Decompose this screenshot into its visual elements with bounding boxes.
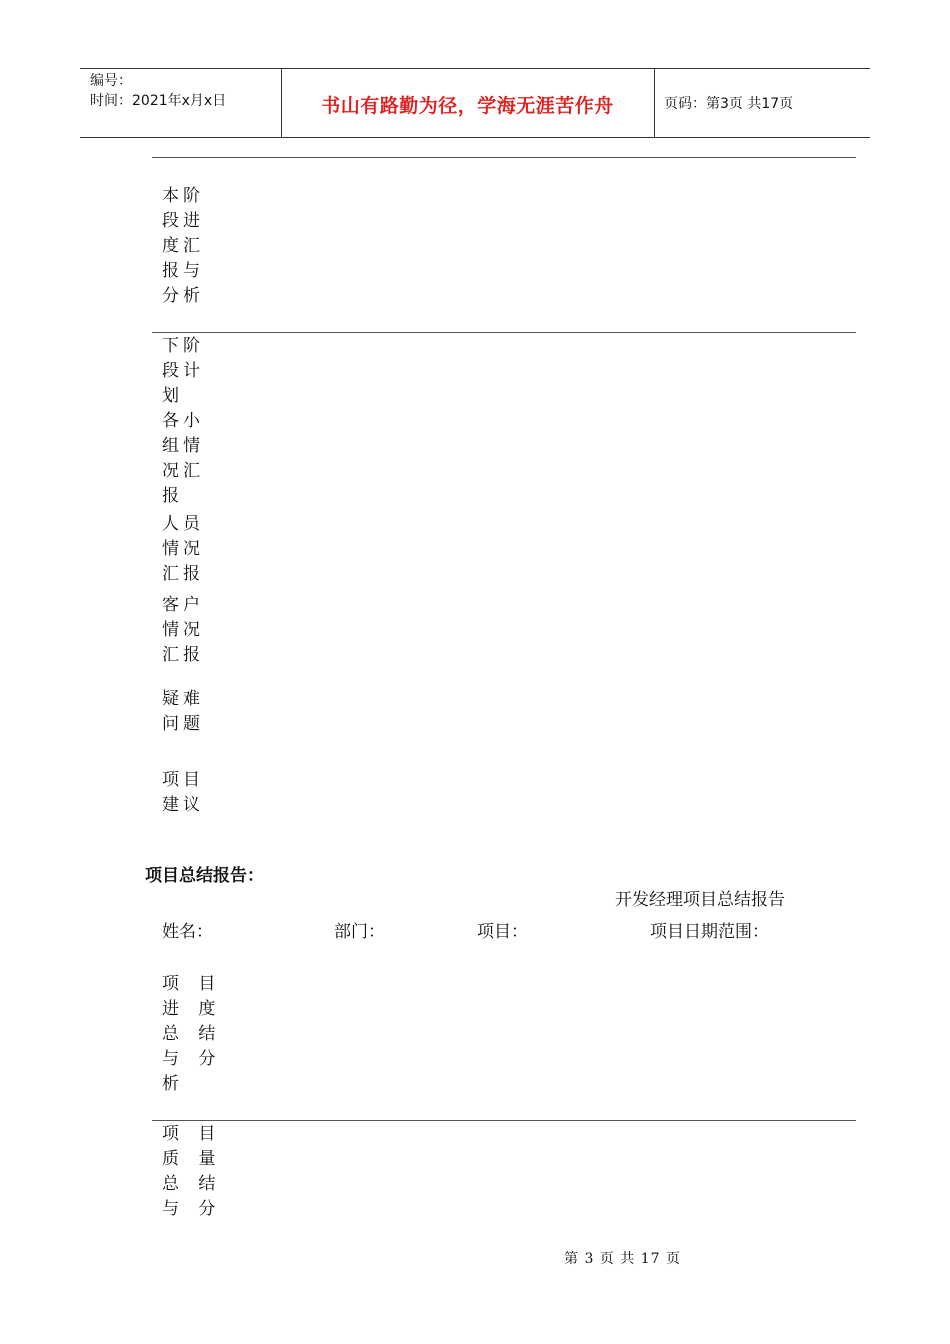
header-motto: 书山有路勤为径，学海无涯苦作舟 (321, 95, 614, 117)
table-top-rule (152, 157, 856, 158)
field-date-range-label: 项目日期范围： (650, 922, 769, 942)
label-progress-summary: 项 目 进 度 总 结 与 分 析 (162, 974, 216, 1094)
page-footer: 第 3 页 共 17 页 (564, 1251, 681, 1267)
header-divider (654, 69, 655, 137)
field-name-label: 姓名： (162, 922, 213, 942)
field-department-label: 部门： (334, 922, 385, 942)
label-stage-progress: 本阶 段进 度汇 报与 分析 (162, 186, 204, 306)
summary-subtitle: 开发经理项目总结报告 (615, 890, 785, 910)
summary-row-rule (152, 1120, 856, 1121)
label-quality-summary: 项 目 质 量 总 结 与 分 (162, 1124, 216, 1219)
label-next-stage-plan: 下阶 段计 划 (162, 336, 204, 406)
label-project-suggestions: 项目 建议 (162, 770, 204, 815)
doc-time-label: 时间：2021年x月x日 (90, 93, 227, 109)
label-difficult-issues: 疑难 问题 (162, 689, 204, 734)
table-row-rule (152, 332, 856, 333)
field-project-label: 项目： (477, 922, 528, 942)
page-header (80, 68, 870, 138)
header-page-info: 页码：第3页 共17页 (664, 96, 794, 112)
doc-number-label: 编号： (90, 73, 132, 89)
label-staff-report: 人员 情况 汇报 (162, 514, 204, 584)
summary-section-title: 项目总结报告： (145, 866, 264, 886)
label-customer-report: 客户 情况 汇报 (162, 595, 204, 665)
label-team-report: 各小 组情 况汇 报 (162, 411, 204, 506)
